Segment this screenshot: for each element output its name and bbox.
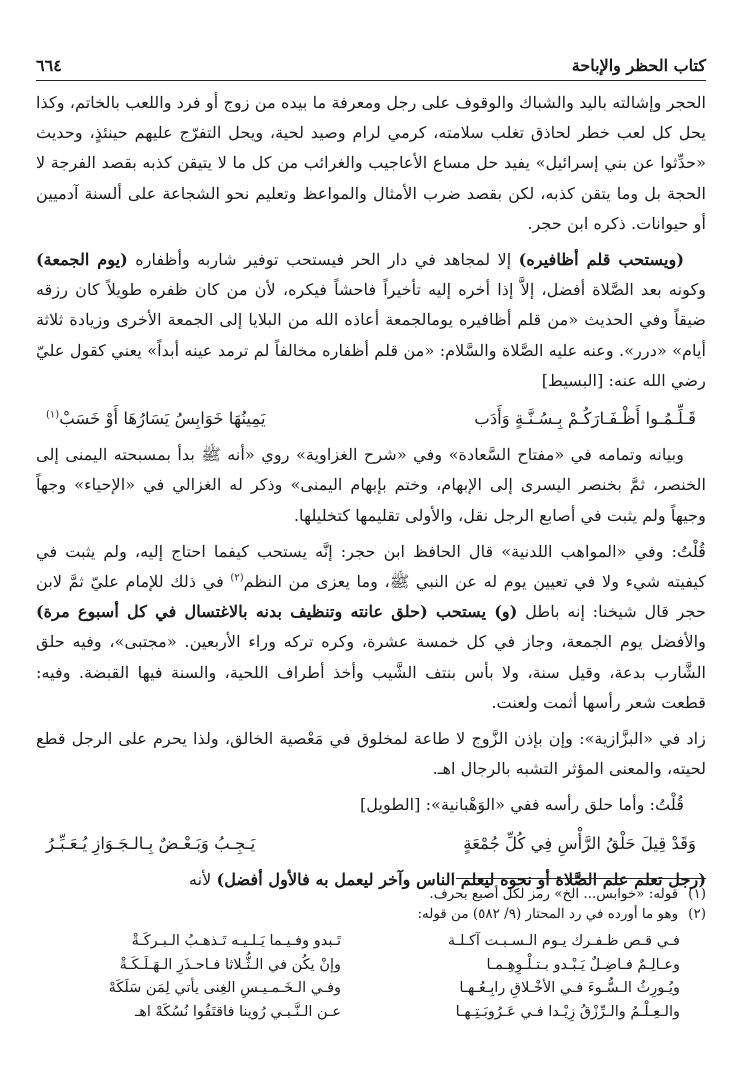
chapter-title: كتاب الحظر والإباحة: [571, 55, 706, 75]
poem-line: عـن الـنَّـبـي رُوينا فاقتَفُوا نُسُكَهْ اهـ: [134, 1003, 341, 1020]
sharh-nails-2: وكونه بعد الصَّلاة أفضل، إلاَّ إذا أخره إليه تأخيراً فاحشاً فيكره، لأن من كان ظفره طويلاً كان رزقه ضيقاً وفي الحديث «من قلم أظافيره يومالجمعة أعاذه الله من البلايا إلى الجمعة الأخرى وزيادة ثلاثة أيام» «درر». وعنه عليه الصَّلاة والسَّلام: «من قلم أظفاره مخالفاً لم ترمد عينه أبداً» يعني كقول عليّ رضي الله عنه: [البسيط]: [36, 280, 706, 390]
poem-line: وفـي الـخَـمـيـسِ الغِنى يأتي لِمَن سَلَكَهْ: [108, 980, 341, 996]
footnote-ref-1: (١): [46, 409, 60, 421]
qult1-text: قُلْتُ: وفي «المواهب اللدنية» قال الحافظ ابن حجر: إنَّه يستحب كيفما احتاج إليه، ولم يثبت في كيفيته شيء ولا في تعيين يوم له عن النبي ﷺ، وما يعزى من النظم: [36, 541, 707, 592]
paragraph-explanation: وبيانه وتمامه في «مفتاح السَّعادة» وفي «شرح الغزاوية» روي «أنه ﷺ بدأ بمسبحته اليمنى إلى الخنصر، ثمَّ بخنصر اليسرى إلى الإبهام، وختم بإبهام اليمنى» وذكر له الغزالي في «الإحياء» وجهاً وجيهاً ولم يثبت في أصابع الرجل نقل، والأولى تقليمها كتخليلها.: [36, 445, 706, 525]
matn-nails: (ويستحب قلم أظافيره): [518, 250, 684, 270]
paragraph-nails: [36, 245, 706, 396]
footnote-poem: [36, 930, 706, 1024]
poem-line: والـعِـلْـمُ والـرِّزْقُ زِيْـدا فـي عَـرُوبَـتِـهـا: [455, 1003, 680, 1020]
poem-line: وإنْ يكُن في الـثُّـلاثا فـاحـذَرِ الـهَـلَـكَـةْ: [119, 956, 341, 973]
footnote-text: قوله: «خوابس... الخ» رمز لكل أصبع بحرف.: [429, 886, 679, 902]
main-text: [36, 88, 706, 901]
footnote-ref-2: (٢): [230, 572, 244, 584]
footnote-number: (١): [688, 886, 706, 902]
matn-learning: (رجل تعلم علم الصَّلاة أو نحوه ليعلم الناس وآخر ليعمل به فالأول أفضل): [216, 869, 706, 889]
matn-shaving: (و) يستحب (حلق عانته وتنظيف بدنه بالاغتسال في كل أسبوع مرة): [36, 602, 518, 622]
matn-friday: (يوم الجمعة): [36, 250, 128, 270]
footnote-1: [36, 884, 706, 904]
running-header: [36, 50, 706, 81]
verse-second-text: يَمِينُهَا خَوَابِسُ يَسَارُهَا أَوْ خَسَبْ: [59, 409, 266, 429]
poem-line: فـي قـص ظـفـرك يـوم الـسـبـت آكـلـة: [447, 933, 680, 949]
footnote-number: (٢): [688, 906, 706, 922]
page-number: ٦٦٤: [36, 55, 62, 75]
poem-line: ويُـورِثُ الـسُّـوءَ فـي الأخْـلاقِ رابِـعُـهـا: [459, 980, 680, 996]
poem-line: وعـالِـمٌ فـاضِـلٌ يَـبْـدو بـتـلْـوِهِـمـا: [486, 956, 680, 973]
qult1-text-end: والأفضل يوم الجمعة، وجاز في كل خمسة عشرة، وكره تركه وراء الأربعين. «مجتبى»، وفيه حلق الشَّارب بدعة، وقيل سنة، ولا بأس بنتف الشَّيب وأخذ أطراف اللحية، والسنة فيها القبضة. وفيه: قطعت شعر رأسها أثمت ولعنت.: [36, 632, 706, 712]
sharh-nails-1: إلا لمجاهد في دار الحر فيستحب توفير شاربه وأظفاره: [127, 250, 519, 270]
poem-line: تَـبدو وفـيـما يَـلـيـه تَـذهـبُ الـبـركَـةْ: [131, 933, 341, 949]
footnote-2: [36, 904, 706, 924]
qult1-text-after: في ذلك للإمام عليّ ثمَّ لابن حجر قال شيخنا: إنه باطل: [36, 572, 706, 622]
footnote-text: وهو ما أورده في رد المحتار (٩/ ٥٨٢) من قوله:: [417, 906, 679, 922]
verse-second-hemistich: [46, 404, 266, 434]
verse-head-shaving: [36, 827, 706, 865]
last-text: لأنه: [188, 869, 217, 889]
paragraph-qult-2: قُلْتُ: وأما حلق رأسه ففي «الوَهْبانية»: [الطويل]: [359, 795, 684, 815]
footnote-separator: [456, 878, 706, 879]
footnotes: [36, 884, 706, 1024]
paragraph-games: الحجر وإشالته باليد والشباك والوقوف على رجل ومعرفة ما بيده من زوج أو فرد واللعب بالخاتم، وكذا يحل كل لعب خطر لحاذق تغلب سلامته، كرمي لرام وصيد لحية، ويحل التفرّج عليهم حينئذٍ، وحديث «حدِّثوا عن بني إسرائيل» يفيد حل مساع الأعاجيب والغرائب من كل ما لا يتيقن كذبه بقصد الفرجة لا الحجة بل وما يتقن كذبه، لكن بقصد ضرب الأمثال والمواعظ وتعليم نحو الشجاعة على ألسنة آدميين أو حيوانات. ذكره ابن حجر.: [36, 93, 706, 233]
verse2-second-hemistich: يَـجِـبُ وَبَـعْـضٌ بِـالـجَـوَازِ يُـعَـبِّـرُ: [46, 833, 256, 853]
verse-nails: [36, 402, 706, 440]
verse2-first-hemistich: وَقَدْ قِيلَ حَلْقُ الرَّأْسِ فِي كُلِّ جُمْعَةٍ: [463, 833, 696, 853]
paragraph-qult-1: [36, 537, 706, 718]
verse-first-hemistich: قَـلِّـمُـوا أَظْـفَـارَكُـمْ بِـسُـنَّـةٍ وَأَدَب: [474, 409, 696, 429]
paragraph-bazzaziya: زاد في «البزَّازية»: وإن بإذن الزَّوج لا طاعة لمخلوق في مَعْصية الخالق، ولذا يحرم على الرجل قطع لحيته، والمعنى المؤثر التشبه بالرجال اهـ.: [36, 729, 706, 779]
